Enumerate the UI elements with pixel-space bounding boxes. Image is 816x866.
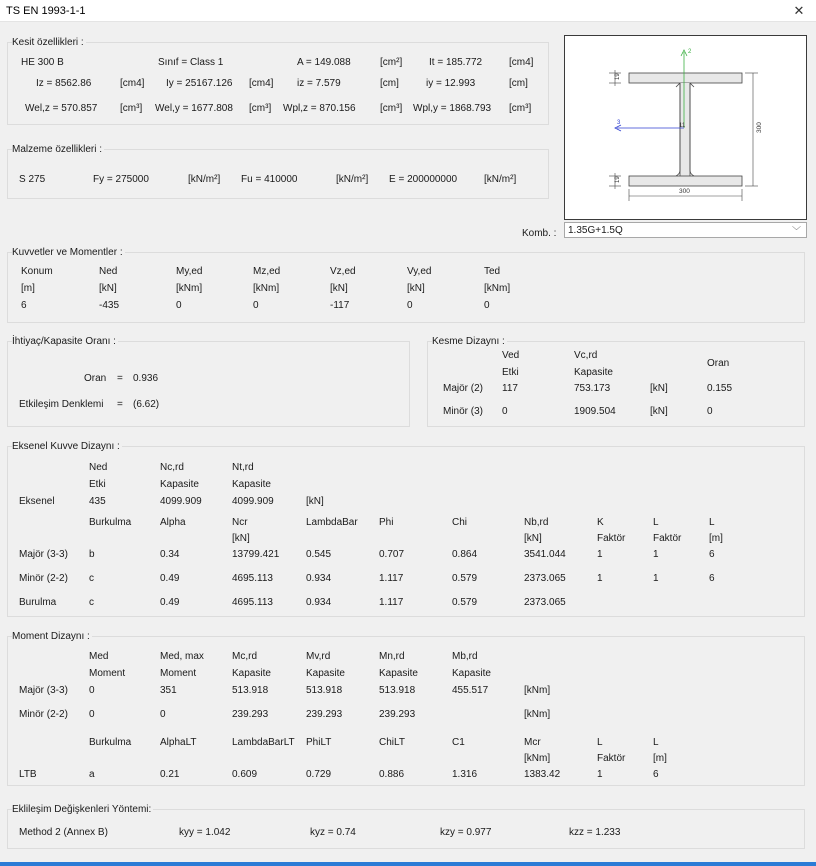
axial-group — [7, 446, 805, 617]
shear-group — [427, 341, 805, 427]
moment-r1-c0: Minör (2-2) — [19, 709, 68, 720]
forces-value-ned: -435 — [99, 300, 120, 311]
shear-row-major-vcrd: 753.173 — [574, 383, 611, 394]
axial-r1-c10: 6 — [709, 573, 715, 584]
axial-r0-c9: 1 — [653, 549, 659, 560]
axial-r2-c0: Burulma — [19, 597, 57, 608]
moment-h1-med: Med — [89, 651, 109, 662]
axial-h2-kap1: Kapasite — [160, 479, 199, 490]
wplz-value: Wpl,z = 870.156 — [283, 103, 356, 114]
ltb-h-alphalt: AlphaLT — [160, 737, 197, 748]
forces-unit-mzed: [kNm] — [253, 283, 280, 294]
axial-r2-c7: 2373.065 — [524, 597, 566, 608]
axial-r0-c4: 0.545 — [306, 549, 332, 560]
iz-value: Iz = 8562.86 — [36, 78, 92, 89]
material-grade: S 275 — [19, 174, 46, 185]
etkilesim-label: Etkileşim Denklemi — [19, 399, 104, 410]
komb-select[interactable] — [564, 222, 807, 238]
axial-r0-c2: 0.34 — [160, 549, 180, 560]
axial-r1-c8: 1 — [597, 573, 603, 584]
axial-r1-c1: c — [89, 573, 94, 584]
title-bar — [0, 0, 816, 22]
axial-bu-k: Faktör — [597, 533, 626, 544]
forces-header-myed: My,ed — [176, 266, 203, 277]
axial-bh-l2: L — [709, 517, 715, 528]
shear-header-ved: Ved — [502, 350, 520, 361]
axial-r1-c6: 0.579 — [452, 573, 478, 584]
shear-row-major-label: Majör (2) — [443, 383, 484, 394]
interaction-kzy: kzy = 0.977 — [440, 827, 492, 838]
ltb-u-l2: [m] — [653, 753, 667, 764]
ltb-u-l1: Faktör — [597, 753, 626, 764]
axial-r0-c6: 0.864 — [452, 549, 478, 560]
axial-r2-c5: 1.117 — [379, 597, 404, 608]
ltb-h-mcr: Mcr — [524, 737, 541, 748]
shear-title: Kesme Dizaynı : — [432, 336, 505, 347]
forces-header-vzed: Vz,ed — [330, 266, 356, 277]
material-properties-title: Malzeme özellikleri : — [12, 144, 103, 155]
chevron-down-icon[interactable]: ﹀ — [791, 226, 801, 236]
shear-header-vcrd: Vc,rd — [574, 350, 598, 361]
axial-r2-c4: 0.934 — [306, 597, 332, 608]
moment-h1-medmax: Med, max — [160, 651, 204, 662]
axial-r1-c0: Minör (2-2) — [19, 573, 68, 584]
ltb-h-l2: L — [653, 737, 659, 748]
komb-label: Komb. : — [522, 228, 557, 239]
close-icon[interactable]: ✕ — [793, 3, 805, 18]
shear-row-minor-ved: 0 — [502, 406, 508, 417]
interaction-kyy: kyy = 1.042 — [179, 827, 231, 838]
axial-bh-chi: Chi — [452, 517, 468, 528]
e-unit: [kN/m²] — [484, 174, 517, 185]
axial-r0-c1: b — [89, 549, 95, 560]
it-value: It = 185.772 — [429, 57, 483, 68]
fu-value: Fu = 410000 — [241, 174, 298, 185]
forces-header-mzed: Mz,ed — [253, 266, 281, 277]
iz-radius-unit: [cm] — [380, 78, 399, 89]
iz-radius-value: iz = 7.579 — [297, 78, 341, 89]
area-value: A = 149.088 — [297, 57, 351, 68]
oran-label: Oran — [84, 373, 107, 384]
e-value: E = 200000000 — [389, 174, 458, 185]
ratio-title: İhtiyaç/Kapasite Oranı : — [12, 336, 116, 347]
axial-r1-c5: 1.117 — [379, 573, 404, 584]
axial-bu-l2: [m] — [709, 533, 723, 544]
moment-r1-c1: 0 — [89, 709, 95, 720]
forces-value-konum: 6 — [21, 300, 27, 311]
axial-bh-k: K — [597, 517, 604, 528]
moment-r1-c7: [kNm] — [524, 709, 551, 720]
moment-h2-c1: Moment — [160, 668, 197, 679]
ltb-h-chilt: ChiLT — [379, 737, 405, 748]
oran-equals: = — [117, 373, 123, 384]
forces-value-myed: 0 — [176, 300, 182, 311]
shear-row-major-ved: 117 — [502, 383, 518, 394]
interaction-kzz: kzz = 1.233 — [569, 827, 621, 838]
moment-h2-c4: Kapasite — [379, 668, 418, 679]
forces-unit-myed: [kNm] — [176, 283, 203, 294]
shear-row-minor-unit: [kN] — [650, 406, 668, 417]
axial-bh-ncr: Ncr — [232, 517, 248, 528]
axial-r1-c7: 2373.065 — [524, 573, 566, 584]
axial-h1-ncrd: Nc,rd — [160, 462, 184, 473]
ltb-burkulma: a — [89, 769, 95, 780]
ltb-lambdabarlt: 0.609 — [232, 769, 258, 780]
forces-unit-vzed: [kN] — [330, 283, 348, 294]
interaction-title: Eklileşim Değişkenleri Yöntemi: — [12, 804, 152, 815]
shear-row-minor-vcrd: 1909.504 — [574, 406, 616, 417]
etkilesim-equals: = — [117, 399, 123, 410]
section-class: Sınıf = Class 1 — [158, 57, 224, 68]
moment-h1-mvrd: Mv,rd — [306, 651, 331, 662]
axial-bh-l1: L — [653, 517, 659, 528]
ltb-chilt: 0.886 — [379, 769, 405, 780]
ltb-h-philt: PhiLT — [306, 737, 332, 748]
wplz-unit: [cm³] — [380, 103, 403, 114]
moment-title: Moment Dizaynı : — [12, 631, 90, 642]
ltb-l1: 1 — [597, 769, 603, 780]
iy-radius-unit: [cm] — [509, 78, 528, 89]
top-flange — [629, 73, 742, 83]
axial-ek-ned: 435 — [89, 496, 106, 507]
axial-bh-burkulma: Burkulma — [89, 517, 132, 528]
forces-value-ted: 0 — [484, 300, 490, 311]
forces-unit-konum: [m] — [21, 283, 35, 294]
moment-r0-c5: 513.918 — [379, 685, 416, 696]
shear-header-oran: Oran — [707, 358, 730, 369]
window-bottom-edge — [0, 862, 816, 866]
forces-title: Kuvvetler ve Momentler : — [12, 247, 123, 258]
ltb-philt: 0.729 — [306, 769, 332, 780]
ltb-c1: 1.316 — [452, 769, 478, 780]
iy-value: Iy = 25167.126 — [166, 78, 233, 89]
tf-top-label: 19 — [615, 73, 621, 80]
oran-value: 0.936 — [133, 373, 159, 384]
ltb-h-burkulma: Burkulma — [89, 737, 132, 748]
moment-h1-mbrd: Mb,rd — [452, 651, 478, 662]
interaction-method: Method 2 (Annex B) — [19, 827, 108, 838]
axial-r0-c7: 3541.044 — [524, 549, 566, 560]
komb-select-value: 1.35G+1.5Q — [568, 225, 623, 236]
forces-header-ted: Ted — [484, 266, 501, 277]
moment-r1-c2: 0 — [160, 709, 166, 720]
axial-bu-l1: Faktör — [653, 533, 682, 544]
iy-unit: [cm4] — [249, 78, 274, 89]
axial-r0-c8: 1 — [597, 549, 603, 560]
forces-unit-ted: [kNm] — [484, 283, 511, 294]
fy-unit: [kN/m²] — [188, 174, 221, 185]
bottom-flange — [629, 176, 742, 186]
axial-ek-label: Eksenel — [19, 496, 55, 507]
etkilesim-value: (6.62) — [133, 399, 160, 410]
shear-row-minor-label: Minör (3) — [443, 406, 484, 417]
shear-row-major-unit: [kN] — [650, 383, 668, 394]
axial-bu-ncr: [kN] — [232, 533, 250, 544]
tf-bottom-label: 19 — [615, 176, 621, 183]
axial-bh-phi: Phi — [379, 517, 394, 528]
axial-r1-c3: 4695.113 — [232, 573, 273, 584]
axial-h1-ned: Ned — [89, 462, 108, 473]
shear-header-etki: Etki — [502, 367, 519, 378]
moment-h1-mcrd: Mc,rd — [232, 651, 257, 662]
forces-unit-ned: [kN] — [99, 283, 117, 294]
interaction-group — [7, 809, 805, 849]
fy-value: Fy = 275000 — [93, 174, 149, 185]
width-label: 300 — [679, 188, 690, 195]
iy-radius-value: iy = 12.993 — [426, 78, 476, 89]
axial-bh-alpha: Alpha — [160, 517, 186, 528]
moment-r1-c4: 239.293 — [306, 709, 343, 720]
shear-row-minor-oran: 0 — [707, 406, 713, 417]
axial-h2-kap2: Kapasite — [232, 479, 271, 490]
web-thickness-label: 11 — [679, 123, 686, 129]
area-unit: [cm²] — [380, 57, 403, 68]
axial-r1-c2: 0.49 — [160, 573, 180, 584]
window-title: TS EN 1993-1-1 — [6, 5, 86, 17]
moment-r0-c1: 0 — [89, 685, 95, 696]
height-label: 300 — [756, 122, 763, 133]
ltb-h-c1: C1 — [452, 737, 465, 748]
axial-h1-ntrd: Nt,rd — [232, 462, 254, 473]
interaction-kyz: kyz = 0.74 — [310, 827, 356, 838]
axial-r2-c3: 4695.113 — [232, 597, 273, 608]
axial-r0-c5: 0.707 — [379, 549, 405, 560]
forces-header-konum: Konum — [21, 266, 53, 277]
axial-r1-c9: 1 — [653, 573, 659, 584]
axis-3-label: 3 — [617, 120, 621, 126]
ratio-group — [7, 341, 410, 427]
moment-h2-c5: Kapasite — [452, 668, 491, 679]
welz-unit: [cm³] — [120, 103, 143, 114]
axial-ek-ncrd: 4099.909 — [160, 496, 202, 507]
axial-ek-ntrd: 4099.909 — [232, 496, 274, 507]
ltb-u-mcr: [kNm] — [524, 753, 551, 764]
forces-value-vyed: 0 — [407, 300, 413, 311]
wely-value: Wel,y = 1677.808 — [155, 103, 233, 114]
moment-h1-mnrd: Mn,rd — [379, 651, 405, 662]
welz-value: Wel,z = 570.857 — [25, 103, 98, 114]
forces-group — [7, 252, 805, 323]
forces-header-vyed: Vy,ed — [407, 266, 432, 277]
forces-header-ned: Ned — [99, 266, 118, 277]
axial-r2-c2: 0.49 — [160, 597, 180, 608]
moment-r1-c3: 239.293 — [232, 709, 269, 720]
ltb-h-lambdabarlt: LambdaBarLT — [232, 737, 295, 748]
axis-2-label: 2 — [688, 49, 692, 55]
shear-header-kapasite: Kapasite — [574, 367, 613, 378]
wply-value: Wpl,y = 1868.793 — [413, 103, 492, 114]
shear-row-major-oran: 0.155 — [707, 383, 733, 394]
section-properties-title: Kesit özellikleri : — [12, 37, 84, 48]
wply-unit: [cm³] — [509, 103, 532, 114]
moment-r0-c6: 455.517 — [452, 685, 489, 696]
moment-r0-c7: [kNm] — [524, 685, 551, 696]
i-beam-drawing — [565, 36, 806, 219]
axial-ek-unit: [kN] — [306, 496, 324, 507]
web-fill — [680, 83, 689, 176]
moment-r1-c5: 239.293 — [379, 709, 416, 720]
forces-value-mzed: 0 — [253, 300, 259, 311]
moment-r0-c3: 513.918 — [232, 685, 269, 696]
profile-name: HE 300 B — [21, 57, 64, 68]
wely-unit: [cm³] — [249, 103, 272, 114]
axial-r2-c6: 0.579 — [452, 597, 478, 608]
it-unit: [cm4] — [509, 57, 534, 68]
moment-r0-c4: 513.918 — [306, 685, 343, 696]
axial-bh-nbrd: Nb,rd — [524, 517, 549, 528]
moment-r0-c2: 351 — [160, 685, 177, 696]
axial-h2-etki: Etki — [89, 479, 106, 490]
moment-h2-c0: Moment — [89, 668, 126, 679]
moment-h2-c3: Kapasite — [306, 668, 345, 679]
axial-r2-c1: c — [89, 597, 94, 608]
fu-unit: [kN/m²] — [336, 174, 369, 185]
axial-r1-c4: 0.934 — [306, 573, 332, 584]
forces-unit-vyed: [kN] — [407, 283, 425, 294]
section-drawing — [564, 35, 807, 220]
ltb-h-l1: L — [597, 737, 603, 748]
ltb-label: LTB — [19, 769, 37, 780]
ltb-alphalt: 0.21 — [160, 769, 180, 780]
ltb-l2: 6 — [653, 769, 659, 780]
axial-title: Eksenel Kuvve Dizaynı : — [12, 441, 120, 452]
iz-unit: [cm4] — [120, 78, 145, 89]
axial-r0-c0: Majör (3-3) — [19, 549, 68, 560]
axial-r0-c10: 6 — [709, 549, 715, 560]
axial-r0-c3: 13799.421 — [232, 549, 280, 560]
forces-value-vzed: -117 — [330, 300, 350, 311]
moment-r0-c0: Majör (3-3) — [19, 685, 68, 696]
moment-h2-c2: Kapasite — [232, 668, 271, 679]
ltb-mcr: 1383.42 — [524, 769, 561, 780]
axial-bh-lambdabar: LambdaBar — [306, 517, 358, 528]
axial-bu-nbrd: [kN] — [524, 533, 542, 544]
